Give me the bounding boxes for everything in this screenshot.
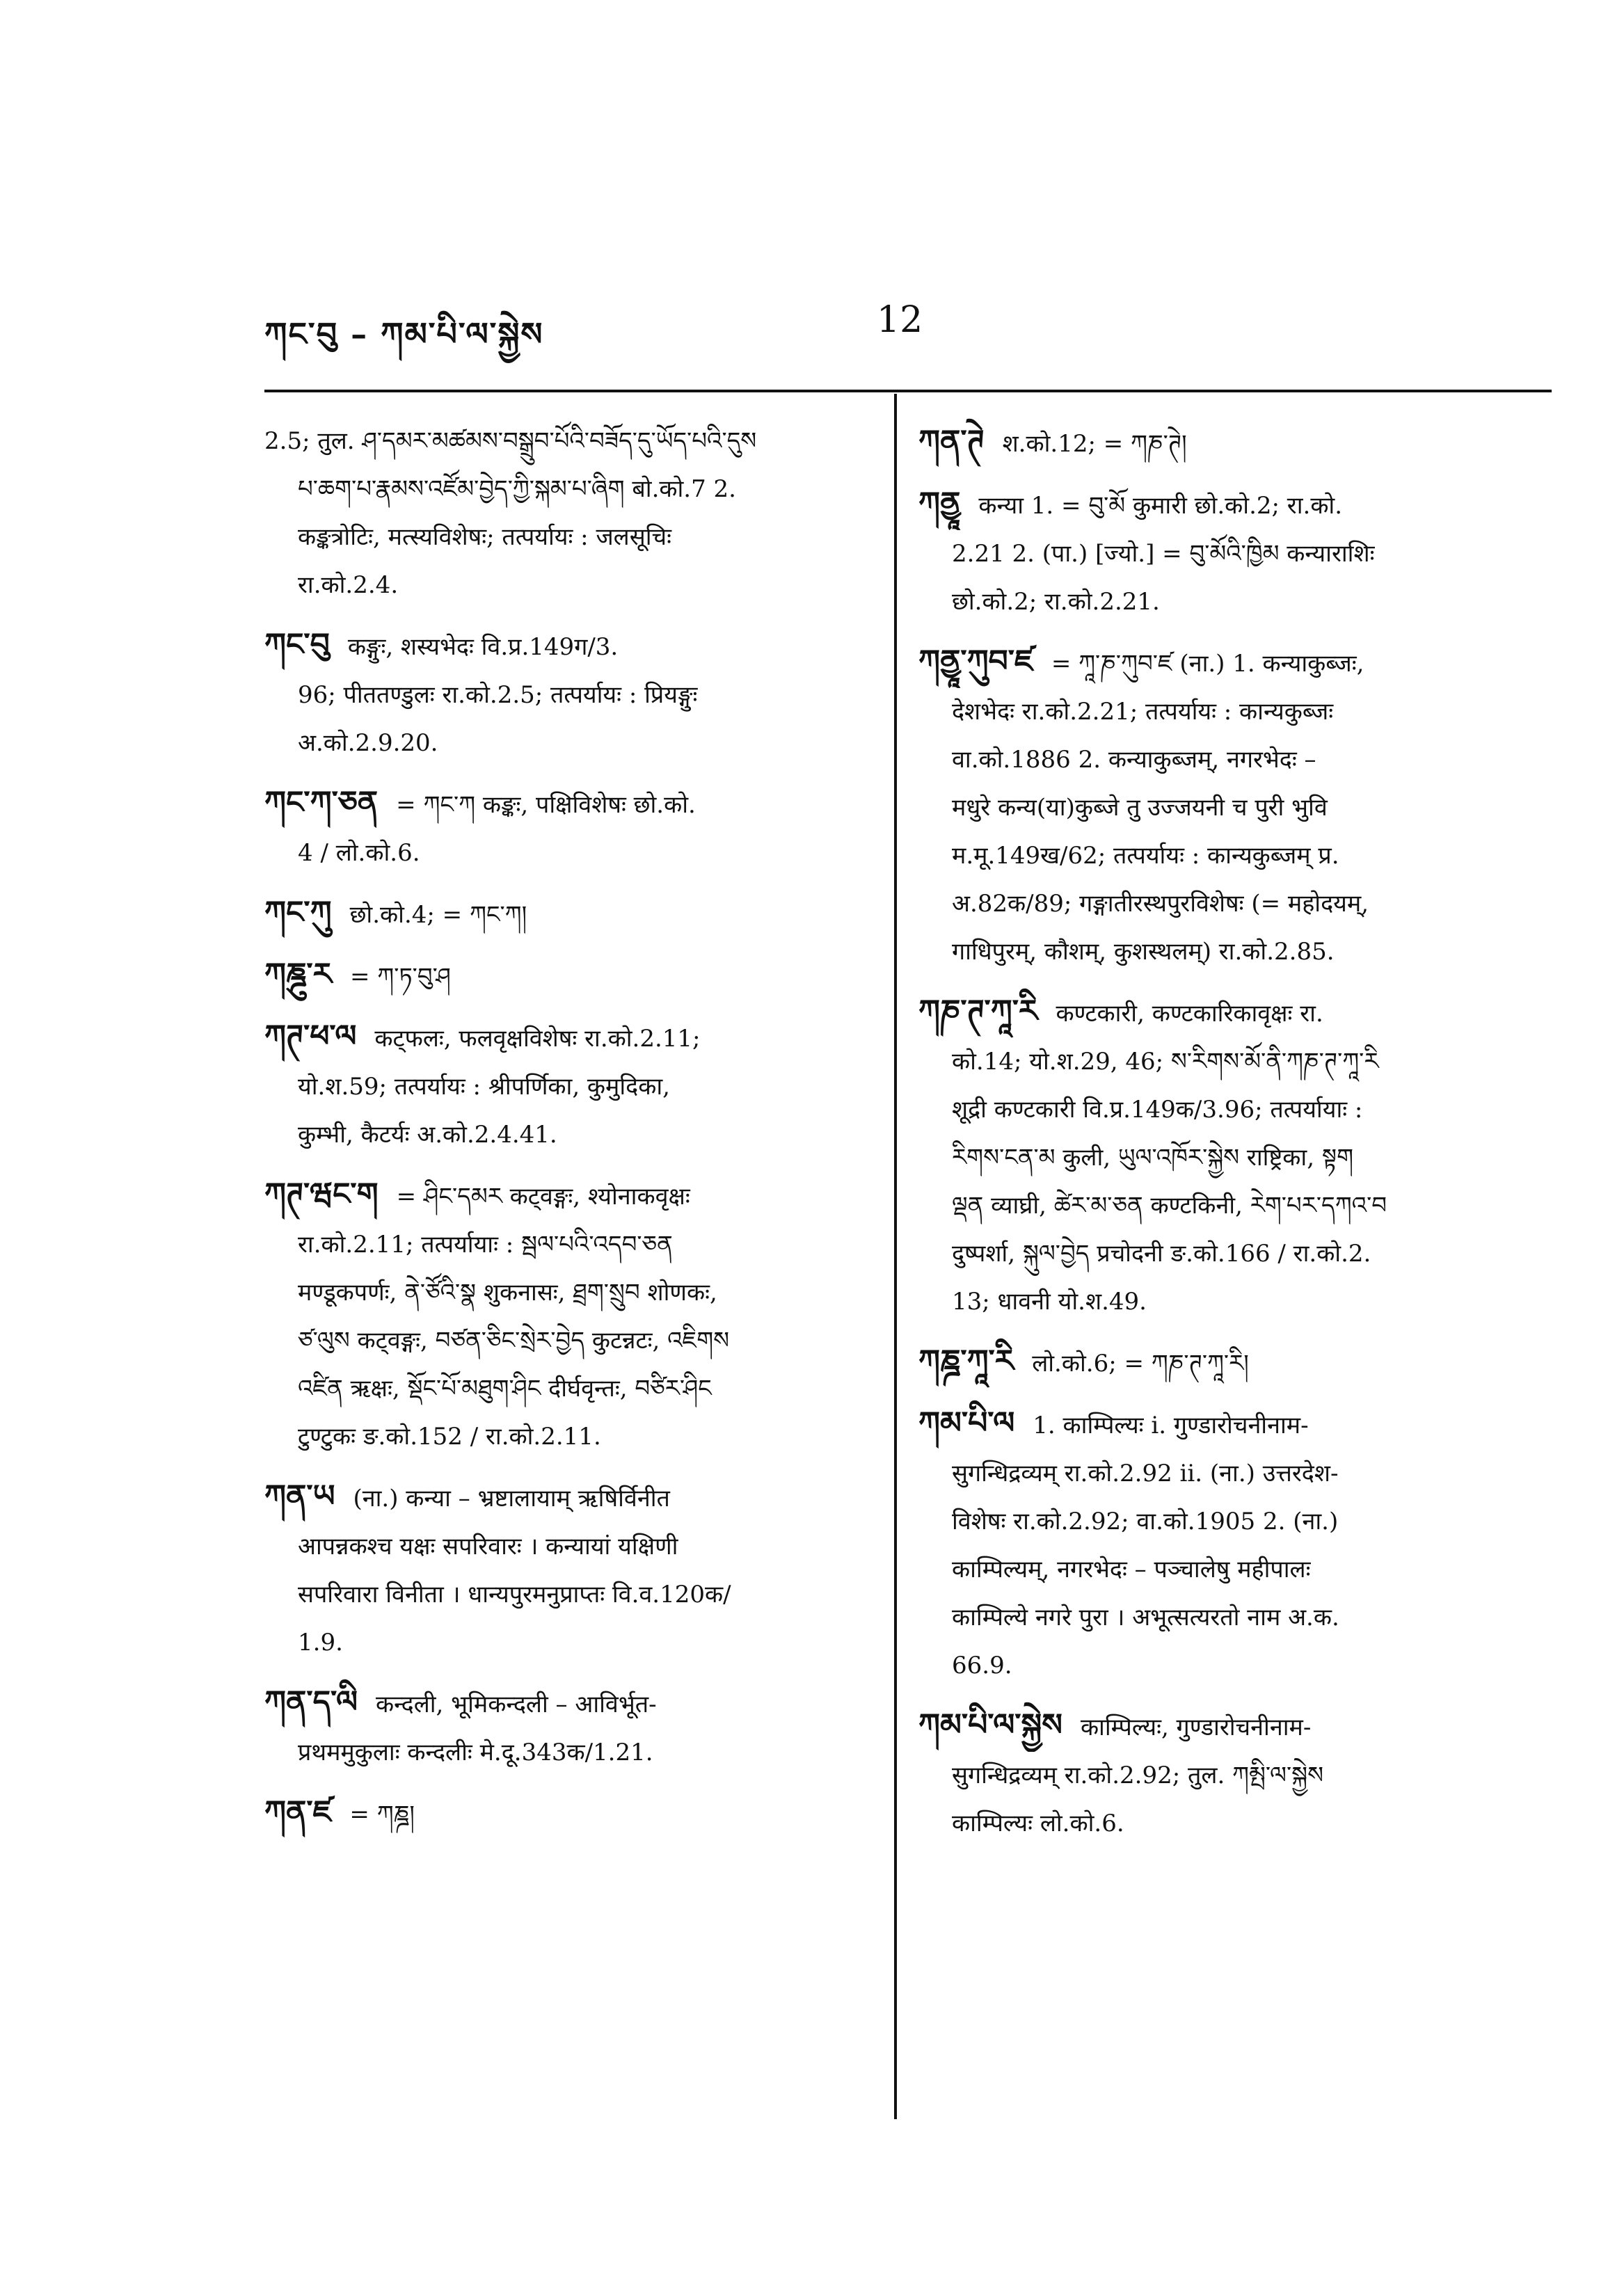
entry-line [264, 561, 877, 609]
entry-text: 1.9. [298, 1629, 343, 1657]
entry-line [918, 1038, 1531, 1086]
entry-text: 2.21 2. (पा.) [ज्यो.] = བུ་མོའི་ཁྱིམ कन्याराशिः [952, 540, 1375, 568]
dictionary-entry [264, 417, 877, 609]
entry-text: प्रथममुकुलाः कन्दलीः मे.दू.343क/1.21. [298, 1739, 653, 1766]
entry-headword: ཀན་ཊེ [918, 424, 985, 459]
entry-line [918, 1701, 1531, 1752]
entry-text: आपन्नकश्च यक्षः सपरिवारः । कन्यायां यक्षिणी [298, 1533, 678, 1560]
entry-line [918, 637, 1531, 688]
entry-text: = ཤིང་དམར कट्वङ्गः, श्योनाकवृक्षः [396, 1183, 690, 1211]
dictionary-entry [918, 417, 1531, 468]
dictionary-entry [918, 479, 1531, 626]
entry-line [264, 1571, 877, 1619]
entry-text: कन्दली, भूमिकन्दली – आविर्भूत- [376, 1691, 657, 1718]
entry-headword: ཀནྱཱ་ཀུབ་ཛ [918, 644, 1033, 679]
entry-line [264, 1063, 877, 1111]
entry-text: सपरिवारा विनीता । धान्यपुरमनुप्राप्तः वि.व.120क/ [298, 1581, 731, 1609]
dictionary-entry [264, 1472, 877, 1667]
entry-text: कुम्भी, कैटर्यः अ.को.2.4.41. [298, 1121, 557, 1149]
entry-line [264, 621, 877, 671]
entry-text: 96; पीततण्डुलः रा.को.2.5; तत्पर्यायः : प्रियङ्गुः [298, 681, 698, 709]
entry-line [918, 928, 1531, 976]
dictionary-entry [264, 1678, 877, 1777]
entry-headword: ཀཎྜུ་ར [264, 957, 332, 992]
entry-text: ཙ་ལུས कट्वङ्गः, བཙན་ཅིང་སྲེར་བྱེད कुटन्नटः, འཇིགས [298, 1327, 730, 1355]
entry-headword: ཀང་བུ [264, 627, 330, 662]
entry-text: = ཀང་ཀ कङ्कः, पक्षिविशेषः छो.को. [396, 791, 696, 819]
entry-text: काम्पिल्यम्, नगरभेदः – पञ्चालेषु महीपालः [952, 1556, 1311, 1583]
entry-line [264, 1365, 877, 1413]
entry-headword: ཀཎྜ་ཀཱ་རི [918, 1343, 1014, 1379]
entry-text: म.मू.149ख/62; तत्पर्यायः : कान्यकुब्जम् प्र. [952, 842, 1339, 870]
entry-line [264, 1012, 877, 1063]
dictionary-entry [264, 1012, 877, 1159]
entry-line [264, 417, 877, 465]
entry-text: = ཀཱ་ཎ་ཀུབ་ཛ (ना.) 1. कन्याकुब्जः, [1051, 650, 1364, 678]
entry-line [918, 832, 1531, 880]
entry-text: गाधिपुरम्, कौशम्, कुशस्थलम्) रा.को.2.85. [952, 938, 1335, 966]
entry-line [918, 1182, 1531, 1230]
entry-line [264, 888, 877, 939]
entry-line [918, 736, 1531, 784]
right-column [918, 417, 1531, 1859]
entry-line [264, 1729, 877, 1777]
entry-text: विशेषः रा.को.2.92; वा.को.1905 2. (ना.) [952, 1508, 1339, 1535]
entry-text: 1. काम्पिल्यः i. गुण्डारोचनीनाम- [1033, 1412, 1309, 1439]
entry-line [264, 1170, 877, 1221]
entry-line [264, 829, 877, 877]
entry-line [264, 1269, 877, 1317]
running-header [264, 299, 1531, 355]
entry-headword: ཀང་ཀ་ཅན [264, 785, 379, 820]
entry-text: कङ्गुः, शस्यभेदः वि.प्र.149ग/3. [347, 633, 619, 661]
entry-headword: ཀམ་པི་ལ་སྐྱེས [918, 1707, 1062, 1743]
entry-line [918, 1800, 1531, 1848]
entry-line [264, 1317, 877, 1365]
entry-text: कण्टकारी, कण्टकारिकावृक्षः रा. [1056, 1000, 1323, 1028]
entry-line [918, 1642, 1531, 1690]
entry-line [918, 1594, 1531, 1642]
entry-text: काम्पिल्ये नगरे पुरा । अभूत्सत्यरतो नाम अ.क. [952, 1604, 1339, 1631]
entry-line [918, 1546, 1531, 1594]
entry-line [918, 1399, 1531, 1450]
entry-line [918, 688, 1531, 736]
entry-line [918, 784, 1531, 832]
dictionary-entry [918, 987, 1531, 1326]
guide-words: ཀང་བུ – ཀམ་པི་ལ་སྐྱེས [264, 315, 544, 353]
entry-headword: ཀང་ཀུ [264, 895, 332, 930]
entry-text: शूद्री कण्टकारी वि.प्र.149क/3.96; तत्पर्यायाः : [952, 1096, 1363, 1124]
entry-text: པ་ཆག་པ་རྣམས་འཛོམ་བྱེད་ཀྱི་སྐམ་པ་ཞིག बो.को.7 2. [298, 475, 736, 503]
entry-line [918, 1498, 1531, 1546]
entry-text: को.14; यो.श.29, 46; ས་རིགས་མོ་ནི་ཀཎ་ཊ་ཀཱ་རི [952, 1048, 1379, 1076]
dictionary-entry [264, 950, 877, 1001]
dictionary-entry [264, 888, 877, 939]
entry-text: देशभेदः रा.को.2.21; तत्पर्यायः : कान्यकुब्जः [952, 698, 1334, 726]
entry-text: (ना.) कन्या – भ्रष्टालायाम् ऋषिर्विनीत [353, 1485, 670, 1512]
entry-line [264, 950, 877, 1001]
entry-text: 66.9. [952, 1652, 1012, 1679]
entry-line [918, 1450, 1531, 1498]
dictionary-entry [264, 1788, 877, 1839]
entry-line [264, 719, 877, 767]
entry-text: कन्या 1. = བུ་མོ कुमारी छो.को.2; रा.को. [978, 492, 1343, 520]
entry-text: मण्डूकपर्णः, ནེ་ཙོའི་སྣ शुकनासः, ཐྲག་སྲུབ शोणकः, [298, 1279, 717, 1307]
header-rule [264, 390, 1552, 392]
entry-line [918, 880, 1531, 928]
entry-line [918, 479, 1531, 530]
entry-text: श.को.12; = ཀཎ་ཊེ། [1002, 430, 1187, 458]
entry-text: काम्पिल्यः, गुण्डारोचनीनाम- [1080, 1714, 1312, 1741]
entry-text: 2.5; तुल. ཤ་དམར་མཚམས་བསྒྲུབ་པོའི་བཟོད་དུ་ཡོད་པའི་དུས [264, 427, 757, 455]
entry-text: रा.को.2.4. [298, 571, 399, 599]
entry-line [264, 513, 877, 561]
dictionary-entry [918, 1399, 1531, 1690]
entry-line [264, 465, 877, 513]
entry-headword: ཀཊ་ཕ་ལ [264, 1019, 357, 1054]
entry-line [264, 671, 877, 719]
entry-text: सुगन्धिद्रव्यम् रा.को.2.92; तुल. ཀམྤི་ལ་སྐྱེས [952, 1762, 1324, 1789]
entry-line [264, 1523, 877, 1571]
entry-line [918, 530, 1531, 578]
entry-text: अ.को.2.9.20. [298, 729, 438, 757]
entry-headword: ཀམ་པི་ལ [918, 1405, 1015, 1441]
entry-text: छो.को.4; = ཀང་ཀ། [349, 901, 527, 929]
entry-text: कङ्कत्रोटिः, मत्स्यविशेषः; तत्पर्यायः : जलसूचिः [298, 523, 671, 551]
entry-text: कट्फलः, फलवृक्षविशेषः रा.को.2.11; [374, 1025, 701, 1053]
entry-text: मधुरे कन्य(या)कुब्जे तु उज्जयनी च पुरी भुवि [952, 794, 1328, 822]
entry-text: रा.को.2.11; तत्पर्यायाः : སྦལ་པའི་འདབ་ཅན [298, 1231, 673, 1259]
page-number: 12 [877, 299, 923, 341]
dictionary-entry [264, 779, 877, 877]
dictionary-entry [918, 637, 1531, 976]
entry-text: अ.82क/89; गङ्गातीरस्थपुरविशेषः (= महोदयम्, [952, 890, 1369, 918]
entry-text: ལྡན व्याघ्री, ཚེར་མ་ཅན कण्टकिनी, རེག་པར་དཀའ་བ [952, 1192, 1387, 1220]
entry-line [264, 1788, 877, 1839]
left-column [264, 417, 877, 1850]
entry-line [264, 1619, 877, 1667]
entry-line [264, 1678, 877, 1729]
entry-text: 13; धावनी यो.श.49. [952, 1288, 1147, 1316]
entry-line [918, 578, 1531, 626]
entry-headword: ཀནྱཱ [918, 486, 961, 521]
entry-line [918, 1134, 1531, 1182]
entry-text: རིགས་ངན་མ कुली, ཡུལ་འཁོར་སྐྱེས राष्ट्रिका, སྟག [952, 1144, 1354, 1172]
dictionary-entry [918, 1337, 1531, 1388]
entry-line [918, 1337, 1531, 1388]
entry-line [264, 1472, 877, 1523]
entry-headword: ཀན་ཡ [264, 1478, 335, 1514]
entry-text: लो.को.6; = ཀཎ་ཊ་ཀཱ་རི། [1032, 1350, 1249, 1378]
entry-text: = ཀ་ཏ་བུ་ཤ [349, 963, 451, 991]
dictionary-entry [264, 621, 877, 767]
entry-line [918, 417, 1531, 468]
entry-headword: ཀཊ་ཝང་ག [264, 1176, 379, 1212]
entry-line [264, 779, 877, 829]
entry-text: छो.को.2; रा.को.2.21. [952, 588, 1160, 616]
dictionary-entry [264, 1170, 877, 1461]
entry-line [918, 987, 1531, 1038]
entry-text: = ཀཎྜ། [349, 1801, 415, 1828]
entry-text: सुगन्धिद्रव्यम् रा.को.2.92 ii. (ना.) उत्तरदेश- [952, 1460, 1339, 1487]
entry-line [264, 1111, 877, 1159]
entry-headword: ཀན་ད་ལི [264, 1684, 358, 1720]
entry-headword: ཀན་ཛ [264, 1794, 332, 1830]
entry-text: यो.श.59; तत्पर्यायः : श्रीपर्णिका, कुमुदिका, [298, 1073, 670, 1101]
entry-text: दुष्पर्शा, སྐུལ་བྱེད प्रचोदनी ङ.को.166 / रा.को.2. [952, 1240, 1371, 1268]
entry-line [264, 1221, 877, 1269]
entry-line [918, 1752, 1531, 1800]
entry-text: टुण्टुकः ङ.को.152 / रा.को.2.11. [298, 1423, 601, 1451]
entry-line [918, 1230, 1531, 1278]
dictionary-entry [918, 1701, 1531, 1848]
entry-text: འཛིན ऋक्षः, སྡོང་པོ་མཐུག་ཤིང दीर्घवृन्तः, བཙིར་ཤིང [298, 1375, 712, 1403]
entry-text: काम्पिल्यः लो.को.6. [952, 1810, 1124, 1837]
entry-text: 4 / लो.को.6. [298, 839, 420, 867]
entry-headword: ཀཎ་ཊ་ཀཱ་རི [918, 993, 1038, 1029]
column-divider [894, 394, 897, 2119]
entry-line [918, 1086, 1531, 1134]
entry-line [918, 1278, 1531, 1326]
entry-text: वा.को.1886 2. कन्याकुब्जम्, नगरभेदः – [952, 746, 1316, 774]
entry-line [264, 1413, 877, 1461]
